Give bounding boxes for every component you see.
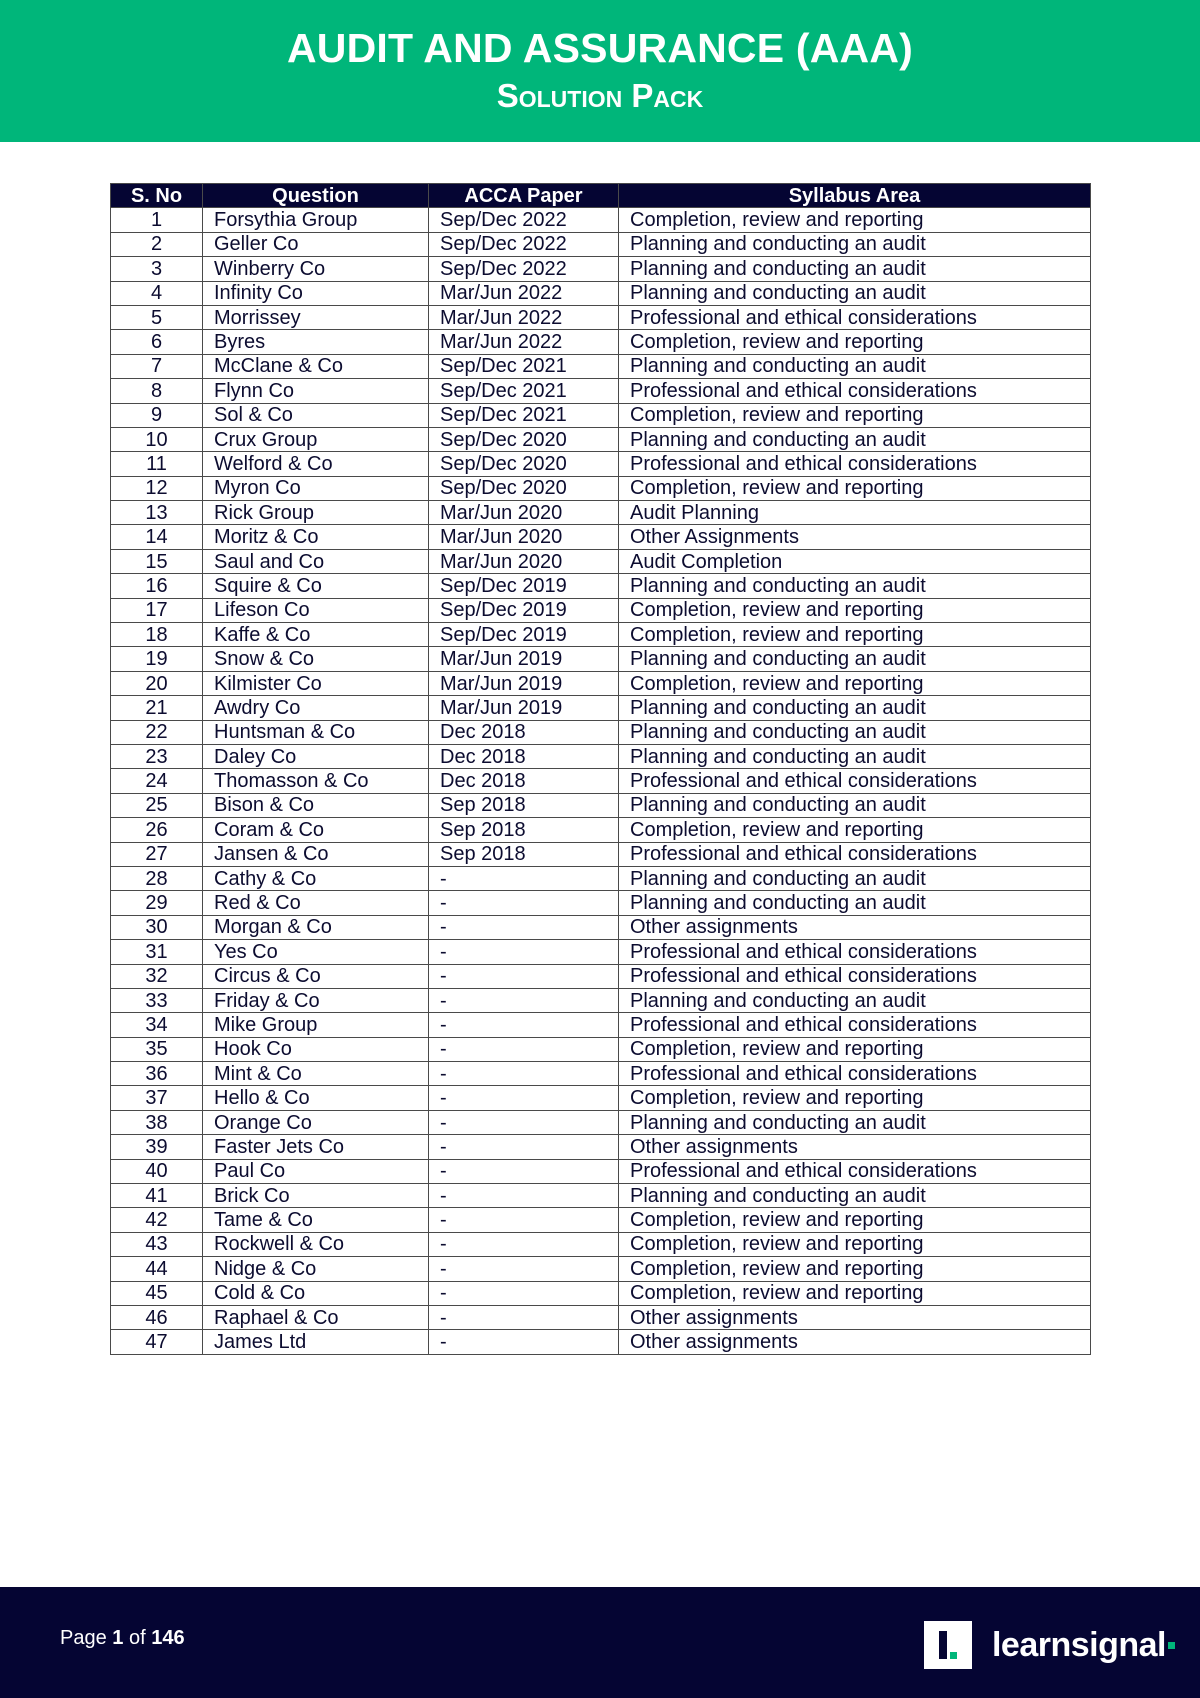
cell-question: Welford & Co (203, 452, 429, 476)
cell-sno: 33 (111, 988, 203, 1012)
page-indicator (60, 1627, 185, 1650)
cell-paper: - (429, 1086, 619, 1110)
page-of: of (128, 1627, 146, 1649)
cell-syllabus: Professional and ethical considerations (619, 842, 1091, 866)
table-row (111, 403, 1091, 427)
cell-sno: 5 (111, 305, 203, 329)
cell-question: Cold & Co (203, 1281, 429, 1305)
cell-syllabus: Planning and conducting an audit (619, 281, 1091, 305)
cell-syllabus: Professional and ethical considerations (619, 305, 1091, 329)
table-row (111, 940, 1091, 964)
table-row (111, 330, 1091, 354)
cell-question: Raphael & Co (203, 1305, 429, 1329)
solution-table (110, 183, 1091, 1355)
cell-question: Red & Co (203, 891, 429, 915)
cell-sno: 19 (111, 647, 203, 671)
table-row (111, 452, 1091, 476)
cell-question: Sol & Co (203, 403, 429, 427)
cell-paper: - (429, 891, 619, 915)
cell-question: Moritz & Co (203, 525, 429, 549)
cell-sno: 35 (111, 1037, 203, 1061)
cell-paper: Sep/Dec 2021 (429, 379, 619, 403)
cell-sno: 34 (111, 1013, 203, 1037)
cell-question: Thomasson & Co (203, 769, 429, 793)
table-row (111, 1281, 1091, 1305)
cell-question: Winberry Co (203, 257, 429, 281)
table-row (111, 1110, 1091, 1134)
cell-syllabus: Professional and ethical considerations (619, 379, 1091, 403)
cell-question: Brick Co (203, 1184, 429, 1208)
cell-syllabus: Planning and conducting an audit (619, 720, 1091, 744)
cell-question: Kaffe & Co (203, 623, 429, 647)
cell-syllabus: Planning and conducting an audit (619, 574, 1091, 598)
table-row (111, 354, 1091, 378)
cell-sno: 4 (111, 281, 203, 305)
cell-question: Daley Co (203, 744, 429, 768)
cell-syllabus: Professional and ethical considerations (619, 1062, 1091, 1086)
table-row (111, 379, 1091, 403)
cell-paper: Sep/Dec 2022 (429, 208, 619, 232)
cell-question: Paul Co (203, 1159, 429, 1183)
cell-question: Mint & Co (203, 1062, 429, 1086)
column-header-sno: S. No (111, 184, 203, 208)
table-header-row (111, 184, 1091, 208)
cell-syllabus: Planning and conducting an audit (619, 793, 1091, 817)
table-row (111, 647, 1091, 671)
cell-question: Byres (203, 330, 429, 354)
cell-paper: Mar/Jun 2020 (429, 549, 619, 573)
table-row (111, 1037, 1091, 1061)
cell-sno: 29 (111, 891, 203, 915)
cell-sno: 39 (111, 1135, 203, 1159)
page-current: 1 (112, 1627, 124, 1649)
table-row (111, 1257, 1091, 1281)
cell-question: Huntsman & Co (203, 720, 429, 744)
cell-sno: 8 (111, 379, 203, 403)
cell-question: Orange Co (203, 1110, 429, 1134)
table-row (111, 305, 1091, 329)
cell-syllabus: Professional and ethical considerations (619, 964, 1091, 988)
logo-mark-icon (924, 1621, 972, 1669)
cell-paper: Sep/Dec 2022 (429, 257, 619, 281)
cell-paper: - (429, 1110, 619, 1134)
cell-sno: 20 (111, 671, 203, 695)
brand-name: learnsignal (991, 1625, 1166, 1664)
cell-syllabus: Completion, review and reporting (619, 476, 1091, 500)
cell-syllabus: Professional and ethical considerations (619, 1159, 1091, 1183)
cell-paper: - (429, 964, 619, 988)
cell-question: Tame & Co (203, 1208, 429, 1232)
table-row (111, 574, 1091, 598)
cell-paper: - (429, 1062, 619, 1086)
cell-paper: Sep/Dec 2020 (429, 427, 619, 451)
cell-syllabus: Professional and ethical considerations (619, 769, 1091, 793)
cell-syllabus: Planning and conducting an audit (619, 647, 1091, 671)
table-row (111, 525, 1091, 549)
cell-paper: - (429, 1013, 619, 1037)
cell-sno: 40 (111, 1159, 203, 1183)
cell-syllabus: Planning and conducting an audit (619, 232, 1091, 256)
cell-syllabus: Planning and conducting an audit (619, 988, 1091, 1012)
cell-sno: 13 (111, 501, 203, 525)
cell-question: Bison & Co (203, 793, 429, 817)
cell-syllabus: Completion, review and reporting (619, 1086, 1091, 1110)
table-row (111, 793, 1091, 817)
cell-syllabus: Planning and conducting an audit (619, 1110, 1091, 1134)
cell-sno: 45 (111, 1281, 203, 1305)
cell-question: Forsythia Group (203, 208, 429, 232)
table-row (111, 744, 1091, 768)
table-body (111, 208, 1091, 1354)
cell-syllabus: Completion, review and reporting (619, 1257, 1091, 1281)
cell-syllabus: Planning and conducting an audit (619, 866, 1091, 890)
table-row (111, 915, 1091, 939)
cell-sno: 41 (111, 1184, 203, 1208)
cell-sno: 43 (111, 1232, 203, 1256)
table-row (111, 891, 1091, 915)
cell-syllabus: Completion, review and reporting (619, 1281, 1091, 1305)
cell-syllabus: Professional and ethical considerations (619, 1013, 1091, 1037)
cell-paper: Mar/Jun 2019 (429, 696, 619, 720)
cell-paper: Mar/Jun 2022 (429, 330, 619, 354)
cell-question: Morgan & Co (203, 915, 429, 939)
cell-sno: 37 (111, 1086, 203, 1110)
cell-paper: - (429, 1184, 619, 1208)
table-row (111, 720, 1091, 744)
cell-syllabus: Completion, review and reporting (619, 818, 1091, 842)
cell-syllabus: Completion, review and reporting (619, 1232, 1091, 1256)
cell-paper: Dec 2018 (429, 744, 619, 768)
cell-question: Snow & Co (203, 647, 429, 671)
cell-question: Lifeson Co (203, 598, 429, 622)
table-row (111, 1208, 1091, 1232)
cell-sno: 24 (111, 769, 203, 793)
cell-question: Saul and Co (203, 549, 429, 573)
cell-syllabus: Other assignments (619, 1305, 1091, 1329)
cell-sno: 22 (111, 720, 203, 744)
table-row (111, 1184, 1091, 1208)
table-row (111, 769, 1091, 793)
table-row (111, 281, 1091, 305)
footer (0, 1587, 1200, 1698)
cell-sno: 23 (111, 744, 203, 768)
cell-sno: 6 (111, 330, 203, 354)
cell-paper: Mar/Jun 2019 (429, 671, 619, 695)
table-row (111, 671, 1091, 695)
document-subtitle: Solution Pack (496, 77, 704, 114)
cell-paper: - (429, 1281, 619, 1305)
column-header-paper: ACCA Paper (429, 184, 619, 208)
cell-paper: Mar/Jun 2020 (429, 525, 619, 549)
table-row (111, 1330, 1091, 1354)
table-row (111, 427, 1091, 451)
cell-question: Circus & Co (203, 964, 429, 988)
cell-sno: 36 (111, 1062, 203, 1086)
page-word: Page (60, 1627, 107, 1649)
cell-sno: 26 (111, 818, 203, 842)
cell-syllabus: Completion, review and reporting (619, 623, 1091, 647)
table-row (111, 964, 1091, 988)
cell-paper: - (429, 988, 619, 1012)
table-row (111, 476, 1091, 500)
cell-paper: - (429, 1305, 619, 1329)
cell-paper: Sep/Dec 2019 (429, 598, 619, 622)
document-title: AUDIT AND ASSURANCE (AAA) (286, 25, 914, 71)
table-row (111, 257, 1091, 281)
table-row (111, 232, 1091, 256)
cell-syllabus: Other assignments (619, 1330, 1091, 1354)
table-row (111, 1062, 1091, 1086)
cell-question: Rick Group (203, 501, 429, 525)
cell-paper: - (429, 1208, 619, 1232)
cell-paper: - (429, 1037, 619, 1061)
cell-paper: Dec 2018 (429, 769, 619, 793)
table-row (111, 208, 1091, 232)
cell-sno: 46 (111, 1305, 203, 1329)
cell-sno: 30 (111, 915, 203, 939)
cell-paper: Sep/Dec 2021 (429, 354, 619, 378)
cell-paper: Sep/Dec 2019 (429, 574, 619, 598)
header-banner (0, 0, 1200, 142)
cell-paper: - (429, 940, 619, 964)
table-row (111, 988, 1091, 1012)
cell-paper: - (429, 1232, 619, 1256)
cell-paper: Mar/Jun 2022 (429, 305, 619, 329)
cell-question: Morrissey (203, 305, 429, 329)
cell-sno: 47 (111, 1330, 203, 1354)
table-row (111, 501, 1091, 525)
cell-sno: 2 (111, 232, 203, 256)
cell-syllabus: Other Assignments (619, 525, 1091, 549)
table-row (111, 549, 1091, 573)
cell-paper: Sep/Dec 2020 (429, 452, 619, 476)
cell-question: Myron Co (203, 476, 429, 500)
cell-paper: - (429, 866, 619, 890)
cell-sno: 25 (111, 793, 203, 817)
cell-paper: - (429, 1330, 619, 1354)
cell-sno: 10 (111, 427, 203, 451)
cell-paper: Mar/Jun 2019 (429, 647, 619, 671)
cell-syllabus: Planning and conducting an audit (619, 696, 1091, 720)
cell-paper: - (429, 1159, 619, 1183)
cell-question: Jansen & Co (203, 842, 429, 866)
cell-paper: Mar/Jun 2022 (429, 281, 619, 305)
cell-sno: 21 (111, 696, 203, 720)
table-row (111, 842, 1091, 866)
cell-sno: 27 (111, 842, 203, 866)
cell-sno: 38 (111, 1110, 203, 1134)
cell-question: Kilmister Co (203, 671, 429, 695)
cell-paper: Mar/Jun 2020 (429, 501, 619, 525)
cell-sno: 1 (111, 208, 203, 232)
table-row (111, 1232, 1091, 1256)
cell-sno: 9 (111, 403, 203, 427)
cell-sno: 42 (111, 1208, 203, 1232)
cell-question: McClane & Co (203, 354, 429, 378)
cell-syllabus: Planning and conducting an audit (619, 891, 1091, 915)
cell-syllabus: Completion, review and reporting (619, 1037, 1091, 1061)
table-row (111, 1159, 1091, 1183)
cell-question: Nidge & Co (203, 1257, 429, 1281)
cell-syllabus: Professional and ethical considerations (619, 452, 1091, 476)
cell-paper: Sep 2018 (429, 818, 619, 842)
table-row (111, 598, 1091, 622)
cell-question: Friday & Co (203, 988, 429, 1012)
cell-sno: 17 (111, 598, 203, 622)
cell-question: Flynn Co (203, 379, 429, 403)
cell-paper: Sep/Dec 2021 (429, 403, 619, 427)
cell-syllabus: Planning and conducting an audit (619, 744, 1091, 768)
cell-paper: Sep/Dec 2020 (429, 476, 619, 500)
cell-question: Crux Group (203, 427, 429, 451)
table-row (111, 696, 1091, 720)
cell-question: Geller Co (203, 232, 429, 256)
cell-question: James Ltd (203, 1330, 429, 1354)
cell-sno: 32 (111, 964, 203, 988)
cell-syllabus: Audit Completion (619, 549, 1091, 573)
cell-syllabus: Planning and conducting an audit (619, 1184, 1091, 1208)
cell-question: Hello & Co (203, 1086, 429, 1110)
cell-question: Squire & Co (203, 574, 429, 598)
table-row (111, 1086, 1091, 1110)
cell-syllabus: Completion, review and reporting (619, 403, 1091, 427)
cell-question: Mike Group (203, 1013, 429, 1037)
cell-sno: 11 (111, 452, 203, 476)
cell-syllabus: Planning and conducting an audit (619, 427, 1091, 451)
cell-sno: 18 (111, 623, 203, 647)
table-row (111, 1305, 1091, 1329)
cell-question: Yes Co (203, 940, 429, 964)
cell-question: Awdry Co (203, 696, 429, 720)
table-row (111, 1013, 1091, 1037)
cell-syllabus: Completion, review and reporting (619, 208, 1091, 232)
cell-question: Hook Co (203, 1037, 429, 1061)
cell-syllabus: Other assignments (619, 1135, 1091, 1159)
cell-sno: 14 (111, 525, 203, 549)
cell-syllabus: Planning and conducting an audit (619, 257, 1091, 281)
cell-syllabus: Audit Planning (619, 501, 1091, 525)
cell-paper: Sep 2018 (429, 842, 619, 866)
cell-paper: - (429, 915, 619, 939)
cell-paper: - (429, 1257, 619, 1281)
cell-sno: 28 (111, 866, 203, 890)
cell-syllabus: Other assignments (619, 915, 1091, 939)
cell-sno: 31 (111, 940, 203, 964)
cell-sno: 7 (111, 354, 203, 378)
cell-sno: 16 (111, 574, 203, 598)
table-row (111, 866, 1091, 890)
cell-sno: 44 (111, 1257, 203, 1281)
cell-paper: Sep 2018 (429, 793, 619, 817)
cell-question: Cathy & Co (203, 866, 429, 890)
column-header-syllabus: Syllabus Area (619, 184, 1091, 208)
learnsignal-logo (924, 1621, 1175, 1669)
cell-sno: 12 (111, 476, 203, 500)
cell-syllabus: Professional and ethical considerations (619, 940, 1091, 964)
cell-syllabus: Completion, review and reporting (619, 671, 1091, 695)
table-row (111, 818, 1091, 842)
cell-question: Rockwell & Co (203, 1232, 429, 1256)
cell-paper: - (429, 1135, 619, 1159)
column-header-question: Question (203, 184, 429, 208)
cell-syllabus: Completion, review and reporting (619, 1208, 1091, 1232)
cell-question: Coram & Co (203, 818, 429, 842)
cell-question: Infinity Co (203, 281, 429, 305)
cell-sno: 3 (111, 257, 203, 281)
cell-question: Faster Jets Co (203, 1135, 429, 1159)
brand-dot-icon (1168, 1642, 1175, 1649)
cell-paper: Dec 2018 (429, 720, 619, 744)
cell-paper: Sep/Dec 2022 (429, 232, 619, 256)
table-row (111, 1135, 1091, 1159)
page-total: 146 (151, 1627, 185, 1649)
cell-sno: 15 (111, 549, 203, 573)
table-row (111, 623, 1091, 647)
cell-paper: Sep/Dec 2019 (429, 623, 619, 647)
cell-syllabus: Completion, review and reporting (619, 598, 1091, 622)
cell-syllabus: Planning and conducting an audit (619, 354, 1091, 378)
cell-syllabus: Completion, review and reporting (619, 330, 1091, 354)
